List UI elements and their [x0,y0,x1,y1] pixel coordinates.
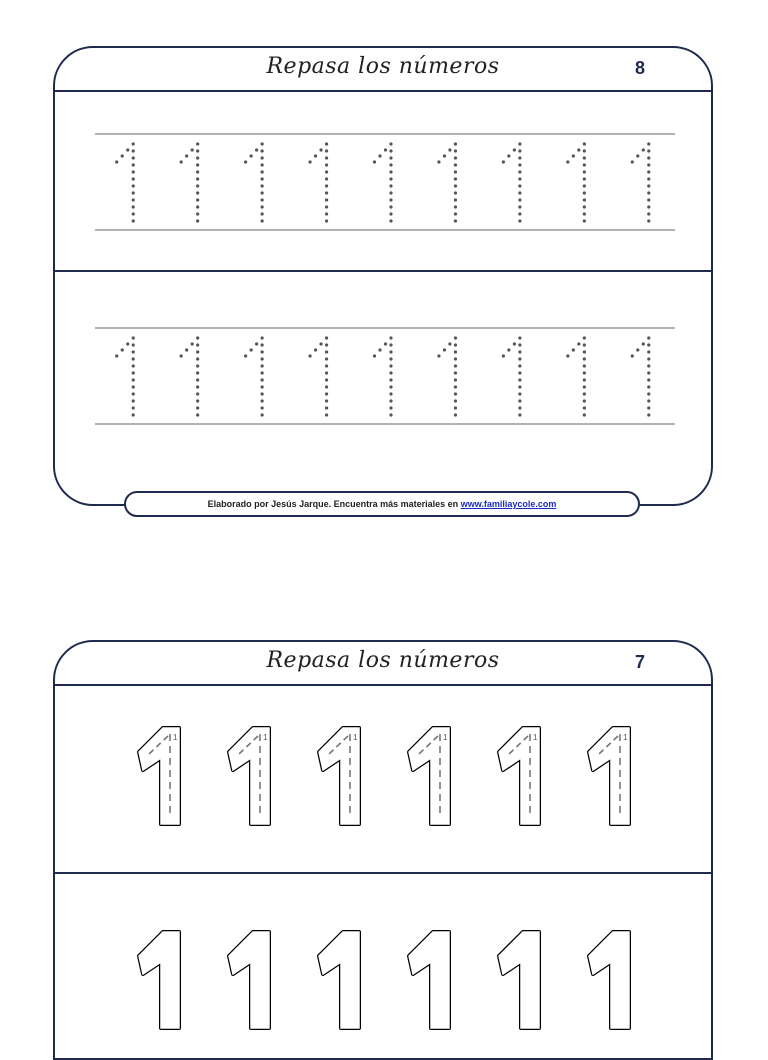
dotted-digit-1 [244,336,268,416]
dotted-digit-1 [566,336,590,416]
outlined-digit-1 [139,728,179,824]
dotted-digit-1 [437,336,461,416]
dotted-digit-1 [308,142,332,222]
dotted-digit-1 [115,142,139,222]
dotted-digit-1 [437,142,461,222]
header-divider [53,90,713,92]
outlined-digit-1 [499,728,539,824]
dotted-digit-1 [373,142,397,222]
dotted-digit-1 [180,336,204,416]
outlined-digit-row [125,928,665,1038]
worksheet-title: Repasa los números [266,54,500,79]
dotted-digit-1 [244,142,268,222]
outlined-digit-1 [409,728,449,824]
dotted-digit-1 [373,336,397,416]
outlined-digit-1 [229,728,269,824]
stroke-order-number: 1 [353,733,358,742]
worksheet-card-top [53,46,713,506]
header-divider [53,684,713,686]
outlined-digit-1 [589,728,629,824]
dotted-digit-1 [631,336,655,416]
dotted-digit-1 [115,336,139,416]
dotted-digit-1 [308,336,332,416]
outlined-digit-1 [589,932,629,1028]
dotted-digit-row [95,320,675,430]
footer-credit [124,491,640,517]
stroke-order-number: 1 [623,733,628,742]
dotted-digit-1 [502,336,526,416]
stroke-order-number: 1 [443,733,448,742]
page-number: 7 [634,652,645,672]
worksheet-title: Repasa los números [266,648,500,673]
dotted-digit-1 [180,142,204,222]
outlined-digit-1 [409,932,449,1028]
stroke-order-number: 1 [173,733,178,742]
outlined-digit-1 [319,728,359,824]
row-divider [53,270,713,272]
outlined-digit-1 [139,932,179,1028]
row-divider [53,872,713,874]
dotted-digit-row [95,126,675,236]
outlined-digit-1 [319,932,359,1028]
page-number: 8 [634,58,645,78]
outlined-digit-row [125,724,665,834]
outlined-digit-1 [499,932,539,1028]
footer-link[interactable]: www.familiaycole.com [460,499,557,509]
stroke-order-number: 1 [533,733,538,742]
footer-text: Elaborado por Jesús Jarque. Encuentra más materiales en [207,499,459,509]
stroke-order-number: 1 [263,733,268,742]
dotted-digit-1 [631,142,655,222]
dotted-digit-1 [566,142,590,222]
worksheet-card-bottom [53,640,713,1060]
outlined-digit-1 [229,932,269,1028]
dotted-digit-1 [502,142,526,222]
